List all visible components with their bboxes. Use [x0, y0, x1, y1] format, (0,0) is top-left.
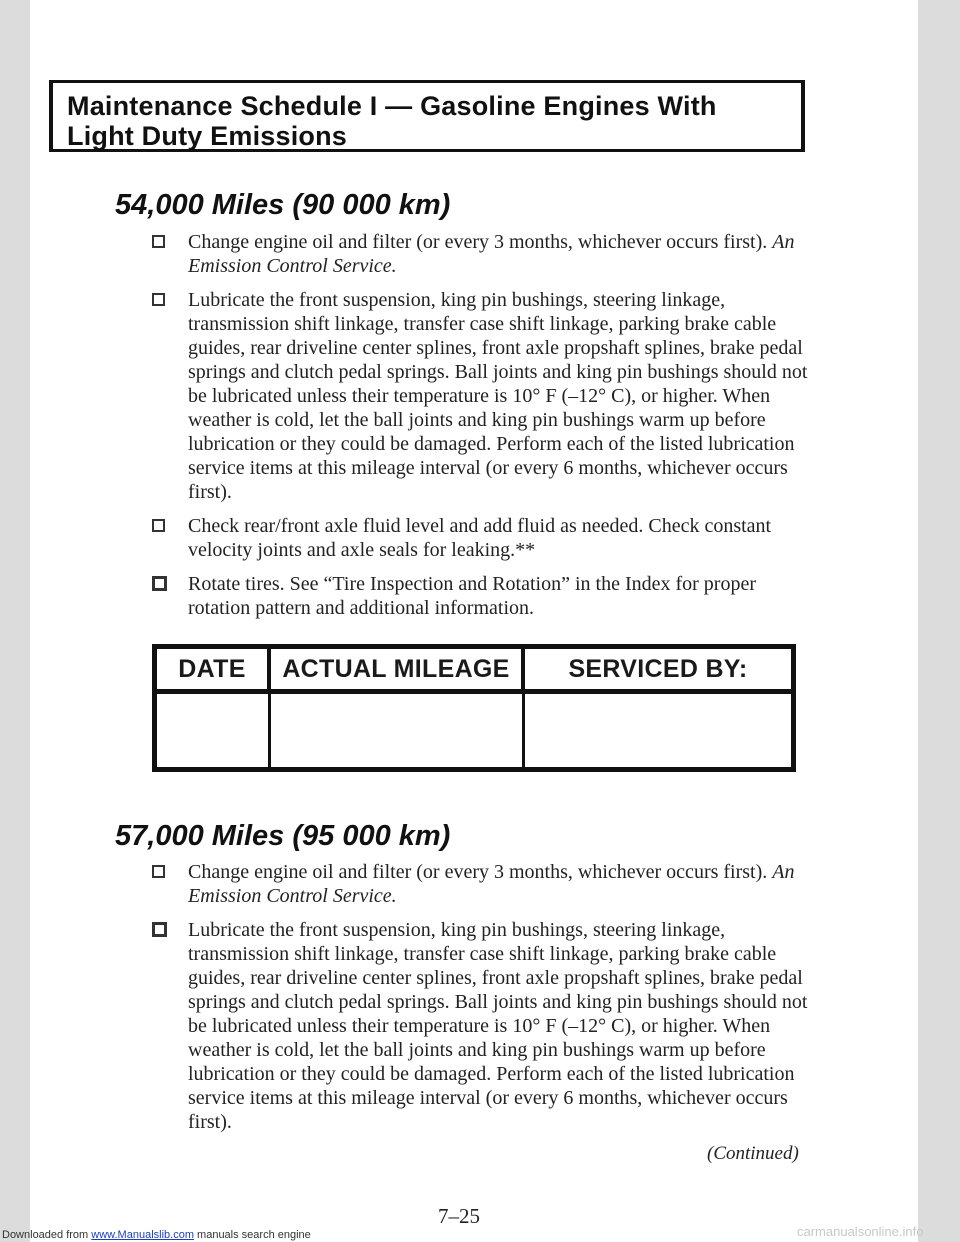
serviced-by-cell[interactable]	[523, 692, 794, 770]
section-title-54000: 54,000 Miles (90 000 km)	[115, 189, 451, 221]
checklist-item	[152, 572, 812, 620]
column-header-serviced-by: SERVICED BY:	[523, 647, 794, 692]
checkbox-icon[interactable]	[152, 293, 165, 306]
date-cell[interactable]	[155, 692, 270, 770]
item-text: Check rear/front axle fluid level and add fluid as needed. Check constant velocity joints and axle seals for leaking.**	[188, 515, 772, 561]
footer-suffix: manuals search engine	[193, 1229, 311, 1241]
checkbox-icon[interactable]	[152, 865, 165, 878]
item-text: Change engine oil and filter (or every 3 months, whichever occurs first).	[188, 861, 773, 883]
item-text: Lubricate the front suspension, king pin bushings, steering linkage, transmission shift linkage, transfer case shift linkage, parking brake cable guides, rear driveline center splines, front axle propshaft splines, brake pedal springs and clutch pedal springs. Ball joints and king pin bushings should not be lubricated unless their temperature is 10° F (–12° C), or higher. When weather is cold, let the ball joints and king pin bushings warm up before lubrication or they could be damaged. Perform each of the listed lubrication service items at this mileage interval (or every 6 months, whichever occurs first).	[188, 919, 808, 1133]
checklist-item	[152, 230, 812, 278]
header-title-line2: Light Duty Emissions	[67, 121, 348, 151]
section-title-57000: 57,000 Miles (95 000 km)	[115, 820, 451, 852]
actual-mileage-cell[interactable]	[269, 692, 523, 770]
section-54000-checklist	[152, 230, 812, 630]
download-footer	[2, 1229, 311, 1241]
checkbox-icon[interactable]	[152, 519, 165, 532]
item-text: Lubricate the front suspension, king pin bushings, steering linkage, transmission shift linkage, transfer case shift linkage, parking brake cable guides, rear driveline center splines, front axle propshaft splines, brake pedal springs and clutch pedal springs. Ball joints and king pin bushings should not be lubricated unless their temperature is 10° F (–12° C), or higher. When weather is cold, let the ball joints and king pin bushings warm up before lubrication or they could be damaged. Perform each of the listed lubrication service items at this mileage interval (or every 6 months, whichever occurs first).	[188, 289, 808, 503]
header-title-line1: Maintenance Schedule I — Gasoline Engines With	[67, 91, 717, 121]
continued-note: (Continued)	[707, 1143, 799, 1164]
section-57000-checklist	[152, 860, 812, 1144]
checkbox-icon[interactable]	[152, 576, 167, 591]
service-log-entry-row	[155, 692, 794, 770]
checkbox-icon[interactable]	[152, 922, 167, 937]
checklist-item	[152, 860, 812, 908]
column-header-actual-mileage: ACTUAL MILEAGE	[269, 647, 523, 692]
page-number: 7–25	[438, 1204, 480, 1228]
checklist-item	[152, 918, 812, 1134]
schedule-header	[49, 80, 805, 152]
column-header-date: DATE	[155, 647, 270, 692]
item-text: Rotate tires. See “Tire Inspection and Rotation” in the Index for proper rotation pattern and additional information.	[188, 573, 756, 619]
watermark-text: carmanualsonline.info	[797, 1224, 924, 1239]
service-log-header-row	[155, 647, 794, 692]
item-emphasis: An Emission Control Service.	[188, 861, 795, 907]
item-text: Change engine oil and filter (or every 3 months, whichever occurs first).	[188, 231, 773, 253]
manualslib-link[interactable]: www.Manualslib.com	[91, 1229, 194, 1241]
item-emphasis: An Emission Control Service.	[188, 231, 795, 277]
checklist-item	[152, 288, 812, 504]
footer-prefix: Downloaded from	[2, 1229, 92, 1241]
service-log-table	[152, 644, 796, 772]
checkbox-icon[interactable]	[152, 235, 165, 248]
checklist-item	[152, 514, 812, 562]
